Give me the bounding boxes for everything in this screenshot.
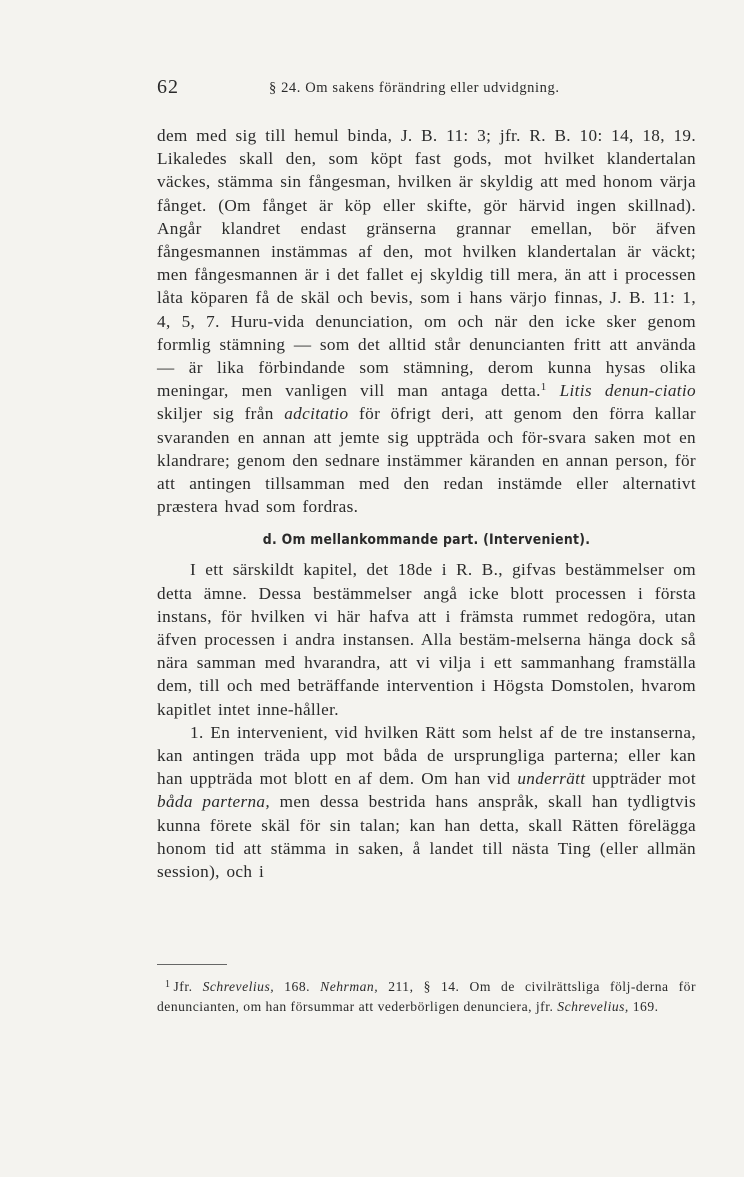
paragraph-intervention-intro: I ett särskildt kapitel, det 18de i R. B., gifvas bestämmelser om detta ämne. Dessa bestämmelser angå icke blott processen i första instans, för hvilken vi här hafva att i främsta rummet redogöra, utan äfven processen i andra instansen. Alla bestäm-melserna hänga dock så nära samman med hvarandra, att vi vilja i ett sammanhang framställa dem, till och med beträffande intervention i Högsta Domstolen, hvarom kapitlet intet inne-håller. — [157, 560, 696, 719]
running-head: § 24. Om sakens förändring eller udvidgning. — [269, 80, 560, 96]
footnote-italic-schrevelius-2: Schrevelius, — [557, 999, 629, 1014]
footnote-divider — [157, 964, 227, 965]
para3-italic-underratt: underrätt — [517, 769, 586, 789]
footnote-text-3: 211, § 14. Om de civilrättsliga följ-derna för denuncianten, om han försummar att vederbörligen denunciera, jfr. — [157, 979, 697, 1014]
footnote-text-1: Jfr. — [173, 979, 203, 994]
para3-text-1: 1. En intervenient, vid hvilken Rätt som helst af de tre instanserna, kan antingen träda upp mot båda de ursprungliga parterna; eller kan han uppträda mot blott en af dem. Om han vid — [157, 722, 696, 789]
para1-text-2: skiljer sig från — [157, 404, 285, 424]
para3-italic-bada-parterna: båda parterna, — [157, 792, 271, 812]
para1-text-1: dem med sig till hemul binda, J. B. 11: 3; jfr. R. B. 10: 14, 18, 19. Likaledes skall den, som köpt fast gods, mot hvilket klandertalan väckes, stämma sin fångesman, hvilken är skyldig att med honom värja fånget. (Om fånget är köp eller skifte, gör härvid ingen skillnad). Angår klandret endast gränserna grannar emellan, bör äfven fångesmannen instämmas af den, mot hvilken klandertalan är väckt; men fångesmannen är i det fallet ej skyldig till mera, än att i processen låta köparen få de skäl och bevis, som i hans värjo finnas, J. B. 11: 1, 4, 5, 7. Huru-vida denunciation, om och när den icke sker genom formlig stämning — som det alltid står denuncianten fritt att använda — är lika förbindande som stämning, derom kunna hysas olika meningar, men vanligen vill man antaga detta. — [157, 126, 696, 401]
page-number: 62 — [157, 76, 179, 98]
footnote-italic-nehrman: Nehrman, — [320, 979, 379, 994]
para1-italic-adcitatio: adcitatio — [284, 404, 349, 424]
para1-text-3: för öfrigt deri, att genom den förra kallar svaranden en annan att jemte sig uppträda och för-svara saken mot en klandrare; genom den sednare instämmer käranden en annan person, för att antingen tillsamman med den redan instämde eller alternativt præstera hvad som fordras. — [157, 404, 697, 517]
footnote — [157, 975, 696, 1017]
footnote-reference: 1 — [540, 381, 547, 394]
paragraph-point-1 — [157, 721, 696, 883]
footnote-text-2: 168. — [274, 979, 321, 994]
body-text — [157, 124, 696, 883]
paragraph-continuation — [157, 124, 696, 518]
page-header — [157, 76, 697, 104]
para3-text-3: men dessa bestrida hans anspråk, skall han tydligtvis kunna förete skäl för sin talan; kan han detta, skall Rätten förelägga honom tid att stämma in saken, å landet till nästa Ting (eller allmän session), och i — [157, 792, 696, 882]
section-heading: d. Om mellankommande part. (Intervenient). — [262, 532, 591, 549]
para3-text-2: uppträder mot — [585, 769, 696, 789]
para1-italic-litis: Litis denun-ciatio — [559, 381, 696, 401]
footnote-marker: 1 — [165, 979, 171, 990]
footnote-text-4: 169. — [628, 999, 659, 1014]
footnote-italic-schrevelius: Schrevelius, — [202, 979, 275, 994]
